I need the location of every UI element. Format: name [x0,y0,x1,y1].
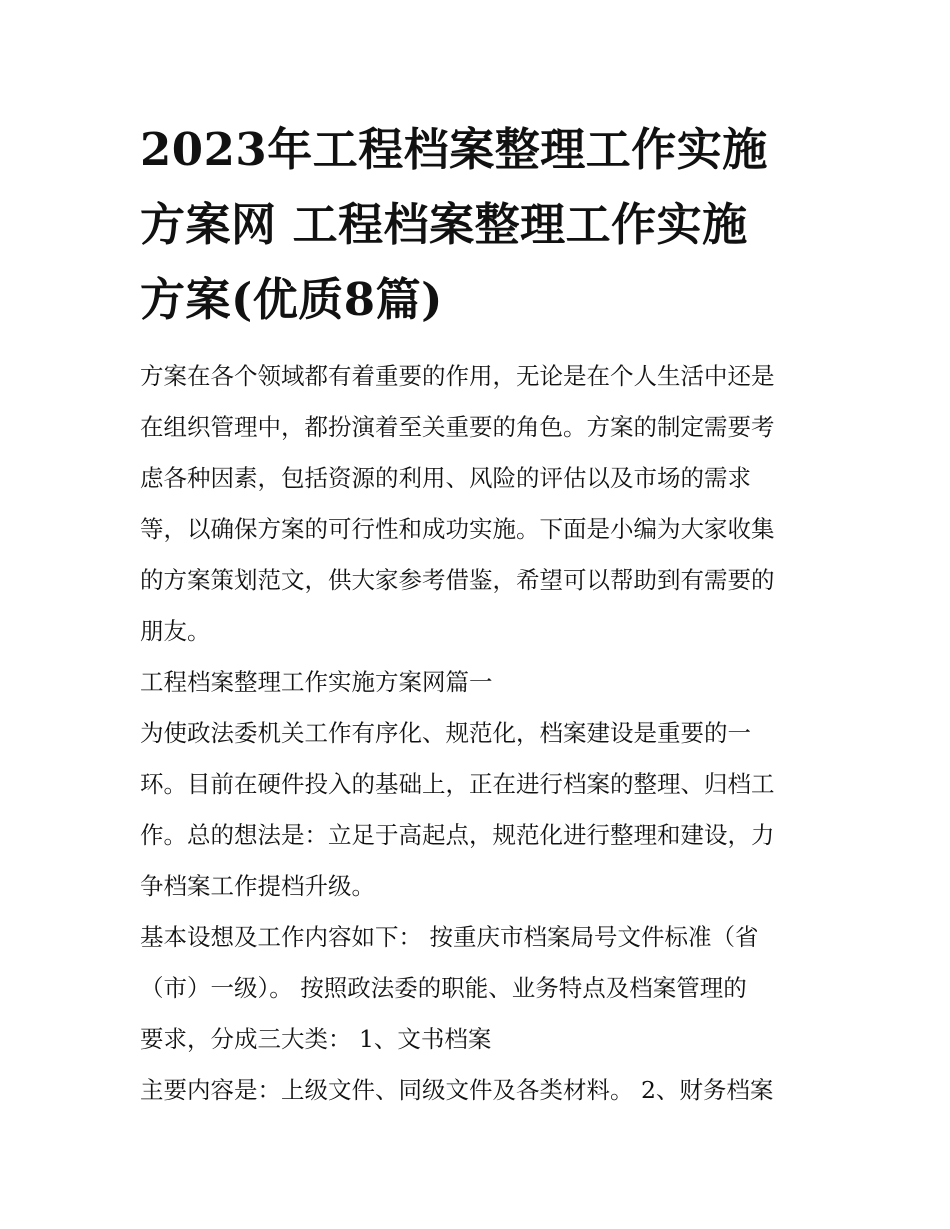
title-line: 方案(优质8篇) [140,273,443,326]
text-line: （市）一级）。 按照政法委的职能、业务特点及档案管理的 [140,974,747,1002]
text-line: 工程档案整理工作实施方案网篇一 [140,668,493,696]
text-line: 等，以确保方案的可行性和成功实施。下面是小编为大家收集 [140,515,775,543]
intro-paragraph [140,351,820,657]
body-paragraph [140,912,820,1065]
text-line: 作。总的想法是：立足于高起点，规范化进行整理和建设，力 [140,821,775,849]
text-line: 基本设想及工作内容如下： 按重庆市档案局号文件标准（省 [140,923,759,951]
document-page [140,112,820,1116]
title-line: 2023年工程档案整理工作实施 [140,123,768,176]
text-line: 的方案策划范文，供大家参考借鉴，希望可以帮助到有需要的 [140,566,775,594]
text-line: 要求，分成三大类： 1、文书档案 [140,1025,492,1053]
text-line: 虑各种因素，包括资源的利用、风险的评估以及市场的需求 [140,464,751,492]
text-line: 争档案工作提档升级。 [140,872,375,900]
document-body [140,351,820,1116]
text-line: 朋友。 [140,617,211,645]
section-heading [140,657,820,708]
text-line: 在组织管理中，都扮演着至关重要的角色。方案的制定需要考 [140,413,775,441]
document-title [140,112,820,337]
title-line: 方案网 工程档案整理工作实施 [140,198,748,251]
text-line: 为使政法委机关工作有序化、规范化，档案建设是重要的一 [140,719,751,747]
body-paragraph [140,708,820,912]
text-line: 环。目前在硬件投入的基础上，正在进行档案的整理、归档工 [140,770,775,798]
body-paragraph [140,1065,820,1116]
text-line: 方案在各个领域都有着重要的作用，无论是在个人生活中还是 [140,362,775,390]
text-line: 主要内容是：上级文件、同级文件及各类材料。 2、财务档案 [140,1076,774,1104]
